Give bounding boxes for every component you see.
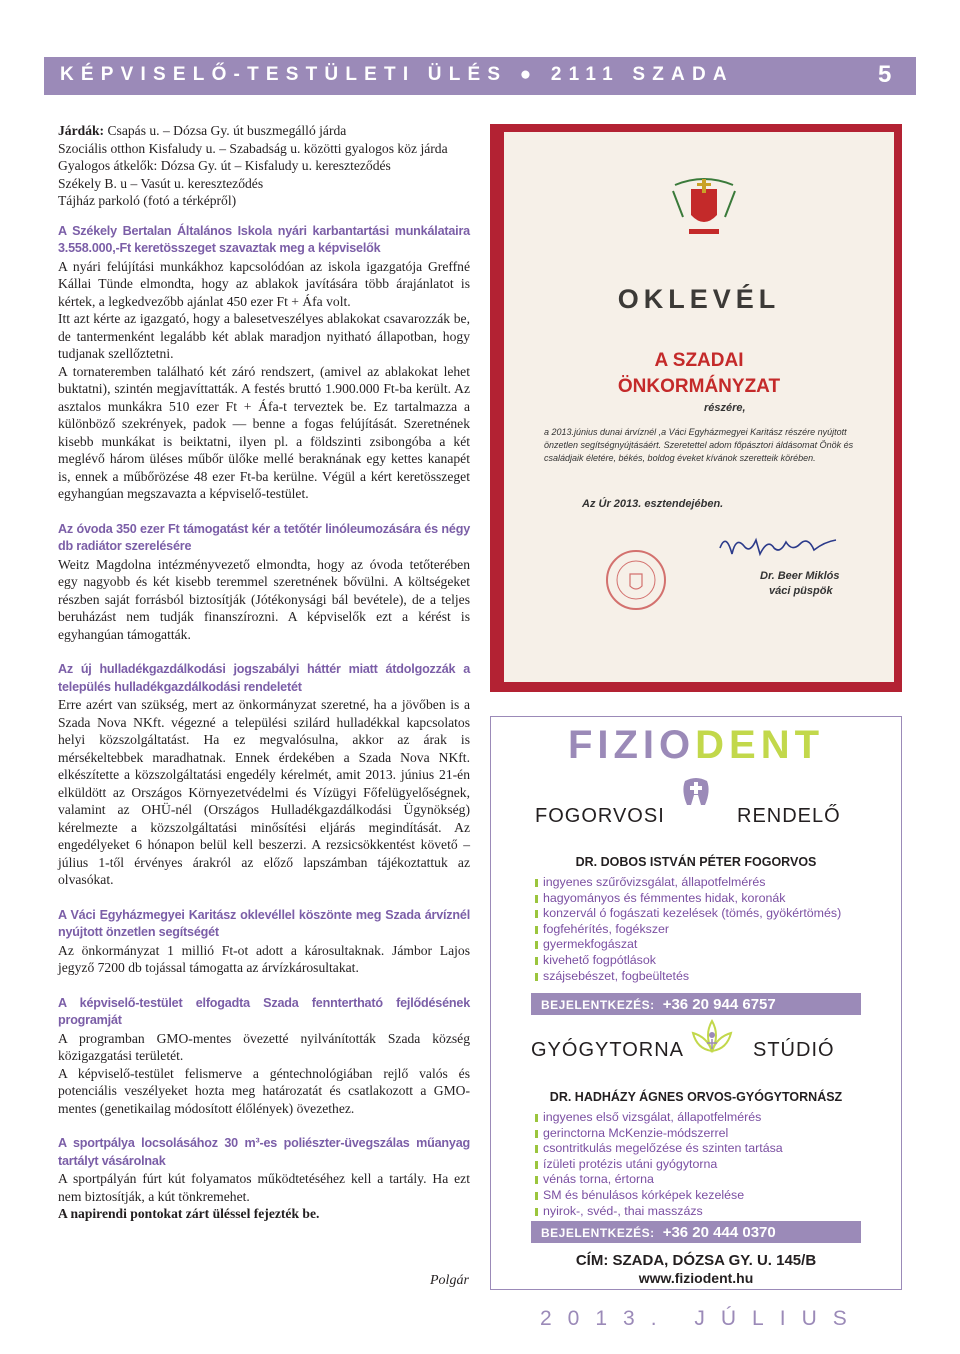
list-item: szájsebészet, fogbeültetés <box>543 969 841 985</box>
list-item: vénás torna, értorna <box>543 1172 783 1188</box>
header-title: KÉPVISELŐ-TESTÜLETI ÜLÉS ● 2111 SZADA <box>60 64 734 85</box>
section-heading-waste: Az új hulladékgazdálkodási jogszabályi háttér miatt átdolgozzák a település hulladékgazdálkodási rendeletét <box>58 662 470 694</box>
paragraph: A tornateremben található két záró rendszert, (amivel az ablakokat lehet buktatni), szintén megjavíttatták. A festés bruttó 1.900.000 Ft-ba került. Az asztalos munkákra 510 ezer Ft + Áfa-t terveztek be. Ez tartalmazza a különböző szekrények, padok — benne a fogas felújítását. Szeretnének kisebb munkákat is beiktatni, ilyen pl. a földszinti zsibongóba a két meglévő három üléses műbőr ülőke mellé beraknának egy kettes kanapét is, ennek a műbőrözése 48 ezer Ft-ba kerülne. Végül a kért keretösszeget egyhangúan megszavazta a képviselő-testület. <box>58 363 470 501</box>
paragraph: Az önkormányzat 1 millió Ft-ot adott a károsultaknak. Jámbor Lajos jegyző 7200 db tojással támogatta az árvízkárosultakat. <box>58 942 470 975</box>
list-item: hagyományos és fémmentes hidak, koronák <box>543 891 841 907</box>
certificate-recipient: ÖNKORMÁNYZAT <box>617 376 781 397</box>
section-heading-kindergarten: Az óvoda 350 ezer Ft támogatást kér a tetőtér linóleumozására és négy db radiátor szerelésére <box>58 521 470 553</box>
list-item: ízületi protézis utáni gyógytorna <box>543 1157 783 1173</box>
list-item: gerinctorna McKenzie-módszerrel <box>543 1126 783 1142</box>
ad-address: CÍM: SZADA, DÓZSA GY. U. 145/B <box>575 1252 817 1269</box>
physio-title-left: GYÓGYTORNA <box>531 1039 684 1061</box>
intro-line: Járdák: Csapás u. – Dózsa Gy. út buszmegálló járda <box>58 123 347 138</box>
section-heading-sustainability: A képviselő-testület elfogadta Szada fenntertható fejlődésének programját <box>58 995 470 1027</box>
certificate-date: Az Úr 2013. esztendejében. <box>582 498 724 510</box>
list-item: gyermekfogászat <box>543 937 841 953</box>
dental-contact: BEJELENTKEZÉS: +36 20 944 6757 <box>531 993 861 1015</box>
footer-issue-date: 2013. JÚLIUS <box>540 1307 863 1330</box>
dental-services-list <box>543 875 841 984</box>
list-item: ingyenes szűrővizsgálat, állapotfelmérés <box>543 875 841 891</box>
paragraph: A programban GMO-mentes övezetté nyilvánították Szada község közigazgatási területét. <box>58 1030 470 1063</box>
page-number: 5 <box>878 61 892 88</box>
list-item: konzervál ó fogászati kezelések (tömés, gyökértömés) <box>543 906 842 921</box>
coat-of-arms-icon <box>669 177 739 242</box>
certificate-body: a 2013.június dunai árvíznél ,a Váci Egyházmegyei Karitász részére nyújtott önzetlen segítségnyújtásáért. Szeretettel adom főpásztori áldásomat Önök és családjaik életére, békés, boldog éveket kívánok szeretteik körében. <box>544 427 854 463</box>
paragraph: Weitz Magdolna intézményvezető elmondta, hogy az óvoda tetőterében egy nagyobb és két kisebb teremmel szeretnének bővülni. A költségeket részben saját forrásból biztosítják (Jótékonysági bál bevétele), de a teljes beruházást nem tudják finanszírozni. A képviselők ezt a kérést is egyhangúan támogatták. <box>58 556 470 642</box>
author-signature: Polgár <box>430 1273 469 1288</box>
intro-line: Székely B. u – Vasút u. kereszteződés <box>58 175 264 191</box>
intro-line: Tájház parkoló (fotó a térképről) <box>58 193 237 208</box>
signer-name: Dr. Beer Miklós <box>760 570 840 582</box>
stamp-seal-icon <box>604 548 668 612</box>
intro-line: Gyalogos átkelők: Dózsa Gy. út – Kisfaludy u. kereszteződés <box>58 158 391 173</box>
handwritten-signature <box>716 528 846 562</box>
section-heading-caritas: A Váci Egyházmegyei Karitász oklevéllel köszönte meg Szada árvíznél nyújtott önzetlen segítségét <box>58 907 470 939</box>
list-item: SM és bénulásos kórképek kezelése <box>543 1188 783 1204</box>
paragraph: A sportpályán fúrt kút folyamatos működtetéséhez kell a tartály. Ha ezt nem biztosítják, a kút tönkremehet. <box>58 1171 470 1204</box>
paragraph: Erre azért van szükség, mert az önkormányzat szeretné, ha a jövőben is a Szada Nova NKft. végezné a települési szilárd hulladékkal kapcsolatos helyi közszolgáltatást. Ha ez megvalósulna, akkor az árak is mérsékeltebbek maradhatnak. Ennek érdekében a Szada Nova NKft. elkészítette a közszolgáltatási engedély kérelmét, amit 2013. június 21-én elküldött az Országos Környezetvédelmi és Vízügyi Főfelügyelőségnek, valamint az OHÜ-nél (Országos Hulladékgazdálkodási Ügynökség) kérelmezte a közszolgáltatási minősítési eljárás megindítását. Az engedélyeket 6 hónapon belül kell beszerzi. A rezsicsökkentést követő – július 1-től érvényes árakról az előző lapszámban tájékoztattuk az olvasókat. <box>58 697 470 887</box>
physio-services-list <box>543 1110 783 1219</box>
list-item: fogfehérítés, fogékszer <box>543 922 841 938</box>
paragraph: A képviselő-testület felismerve a géntechnológiában rejlő valós és potenciális veszélyeket hozta meg határozatát és csatlakozott a GMO-mentes (genetikailag módosított élőlények) övezethez. <box>58 1065 470 1116</box>
fiziodent-logo: FIZIODENT <box>567 723 825 767</box>
certificate-photo <box>490 124 902 692</box>
dental-doctor: DR. DOBOS ISTVÁN PÉTER FOGORVOS <box>575 855 817 869</box>
physio-contact: BEJELENTKEZÉS: +36 20 444 0370 <box>531 1221 861 1243</box>
physio-title-right: STÚDIÓ <box>753 1039 835 1061</box>
ad-website-link[interactable]: www.fiziodent.hu <box>638 1270 754 1286</box>
closing-line: A napirendi pontokat zárt üléssel fejezték be. <box>58 1206 320 1221</box>
certificate-recipient: A SZADAI <box>654 350 744 371</box>
paragraph: Itt azt kérte az igazgató, hogy a balesetveszélyes ablakokat csavarozzák be, de tantermenként legalább két ablak maradjon nyitható állapotban, hogy tudjanak szellőztetni. <box>58 311 470 361</box>
certificate-reszere: részére, <box>704 402 746 414</box>
list-item: ingyenes első vizsgálat, állapotfelmérés <box>543 1110 783 1126</box>
dental-title-right: RENDELŐ <box>737 805 841 827</box>
signer-role: váci püspök <box>769 585 833 597</box>
physio-doctor: DR. HADHÁZY ÁGNES ORVOS-GYÓGYTORNÁSZ <box>549 1090 843 1104</box>
list-item: kivehető fogpótlások <box>543 953 841 969</box>
paragraph: A nyári felújítási munkákhoz kapcsolódóan az iskola igazgatója Greffné Kállai Tünde elmondta, hogy az ablakok javítására több árajánlatot is kértek, a legkedvezőbb ajánlat 450 ezer Ft + Áfa volt. <box>58 258 470 309</box>
certificate-title: OKLEVÉL <box>617 284 781 314</box>
list-item: nyirok-, svéd-, thai masszázs <box>543 1204 783 1220</box>
fiziodent-ad <box>490 716 902 1290</box>
intro-line: Szociális otthon Kisfaludy u. – Szabadság u. közötti gyalogos köz járda <box>58 140 448 156</box>
lotus-figure-icon <box>687 1017 737 1065</box>
article-column <box>58 122 470 1223</box>
dental-title-left: FOGORVOSI <box>535 805 665 827</box>
section-heading-school: A Székely Bertalan Általános Iskola nyári karbantartási munkálataira 3.558.000,-Ft keretösszeget szavaztak meg a képviselők <box>58 223 470 255</box>
list-item: csontritkulás megelőzése és szinten tartása <box>543 1141 783 1156</box>
tooth-icon <box>679 775 713 809</box>
section-heading-sportsfield: A sportpálya locsolásához 30 m³-es poliészter-üvegszálas műanyag tartályt vásárolnak <box>58 1136 470 1168</box>
certificate-paper <box>504 132 894 682</box>
